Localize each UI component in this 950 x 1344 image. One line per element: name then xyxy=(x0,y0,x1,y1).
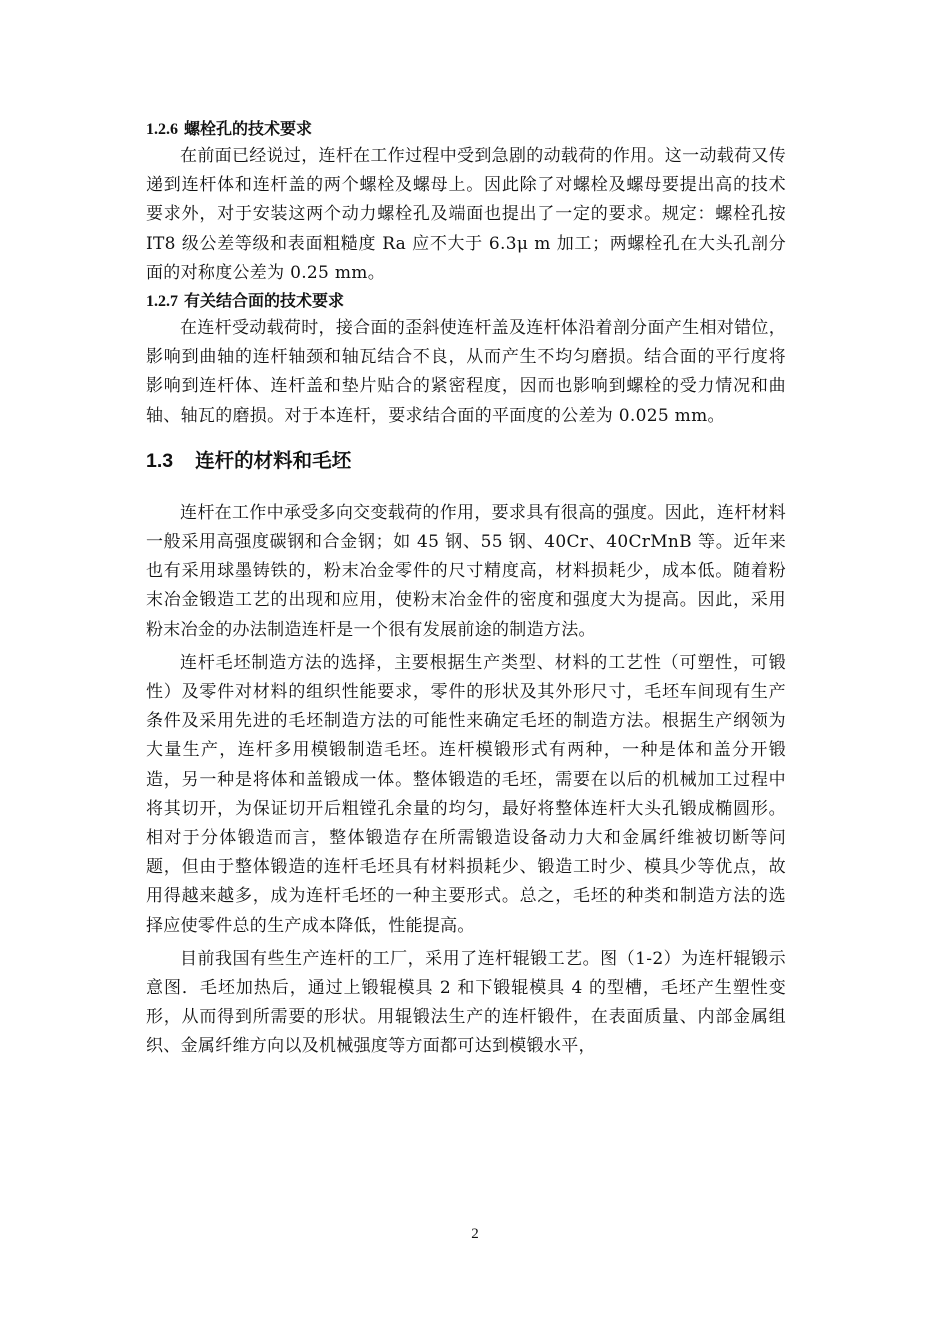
section-number: 1.2.6 xyxy=(146,121,178,138)
paragraph: 目前我国有些生产连杆的工厂，采用了连杆辊锻工艺。图（1-2）为连杆辊锻示意图．毛坯加热后，通过上锻辊模具 2 和下锻辊模具 4 的型槽，毛坯产生塑性变形，从而得到所需要的形状。用辊锻法生产的连杆锻件，在表面质量、内部金属组织、金属纤维方向以及机械强度等方面都可达到模锻水平， xyxy=(146,948,786,1057)
section-number: 1.2.7 xyxy=(146,293,178,311)
section-heading-1-2-6 xyxy=(146,116,786,142)
paragraph: 在连杆受动载荷时，接合面的歪斜使连杆盖及连杆体沿着剖分面产生相对错位，影响到曲轴的连杆轴颈和轴瓦结合不良，从而产生不均匀磨损。结合面的平行度将影响到连杆体、连杆盖和垫片贴合的紧密程度，因而也影响到螺栓的受力情况和曲轴、轴瓦的磨损。对于本连杆，要求结合面的平面度的公差为 0.025 mm。 xyxy=(146,318,786,426)
section-title: 螺栓孔的技术要求 xyxy=(184,119,313,138)
section-title: 有关结合面的技术要求 xyxy=(184,291,345,311)
paragraph: 连杆在工作中承受多向交变载荷的作用，要求具有很高的强度。因此，连杆材料一般采用高强度碳钢和合金钢；如 45 钢、55 钢、40Cr、40CrMnB 等。近年来也有采用球墨铸铁的，粉末冶金零件的尺寸精度高，材料损耗少，成本低。随着粉末冶金锻造工艺的出现和应用，使粉末冶金件的密度和强度大为提高。因此，采用粉末冶金的办法制造连杆是一个很有发展前途的制造方法。 xyxy=(146,502,786,640)
section-title: 连杆的材料和毛坯 xyxy=(195,448,352,472)
section-heading-1-2-7 xyxy=(146,288,786,314)
section-number: 1.3 xyxy=(146,449,174,472)
page-number: 2 xyxy=(471,1226,479,1242)
paragraph: 在前面已经说过，连杆在工作过程中受到急剧的动载荷的作用。这一动载荷又传递到连杆体和连杆盖的两个螺栓及螺母上。因此除了对螺栓及螺母要提出高的技术要求外，对于安装这两个动力螺栓孔及端面也提出了一定的要求。规定：螺栓孔按 IT8 级公差等级和表面粗糙度 Ra 应不大于 6.3μ m 加工；两螺栓孔在大头孔剖分面的对称度公差为 0.25 mm。 xyxy=(146,146,786,283)
paragraph: 连杆毛坯制造方法的选择，主要根据生产类型、材料的工艺性（可塑性，可锻性）及零件对材料的组织性能要求，零件的形状及其外形尺寸，毛坯车间现有生产条件及采用先进的毛坯制造方法的可能性来确定毛坯的制造方法。根据生产纲领为大量生产，连杆多用模锻制造毛坯。连杆模锻形式有两种，一种是体和盖分开锻造，另一种是将体和盖锻成一体。整体锻造的毛坯，需要在以后的机械加工过程中将其切开，为保证切开后粗镗孔余量的均匀，最好将整体连杆大头孔锻成椭圆形。相对于分体锻造而言，整体锻造存在所需锻造设备动力大和金属纤维被切断等问题，但由于整体锻造的连杆毛坯具有材料损耗少、锻造工时少、模具少等优点，故用得越来越多，成为连杆毛坯的一种主要形式。总之，毛坯的种类和制造方法的选择应使零件总的生产成本降低，性能提高。 xyxy=(146,652,786,936)
section-heading-1-3 xyxy=(146,445,786,477)
page-content xyxy=(146,116,786,1062)
